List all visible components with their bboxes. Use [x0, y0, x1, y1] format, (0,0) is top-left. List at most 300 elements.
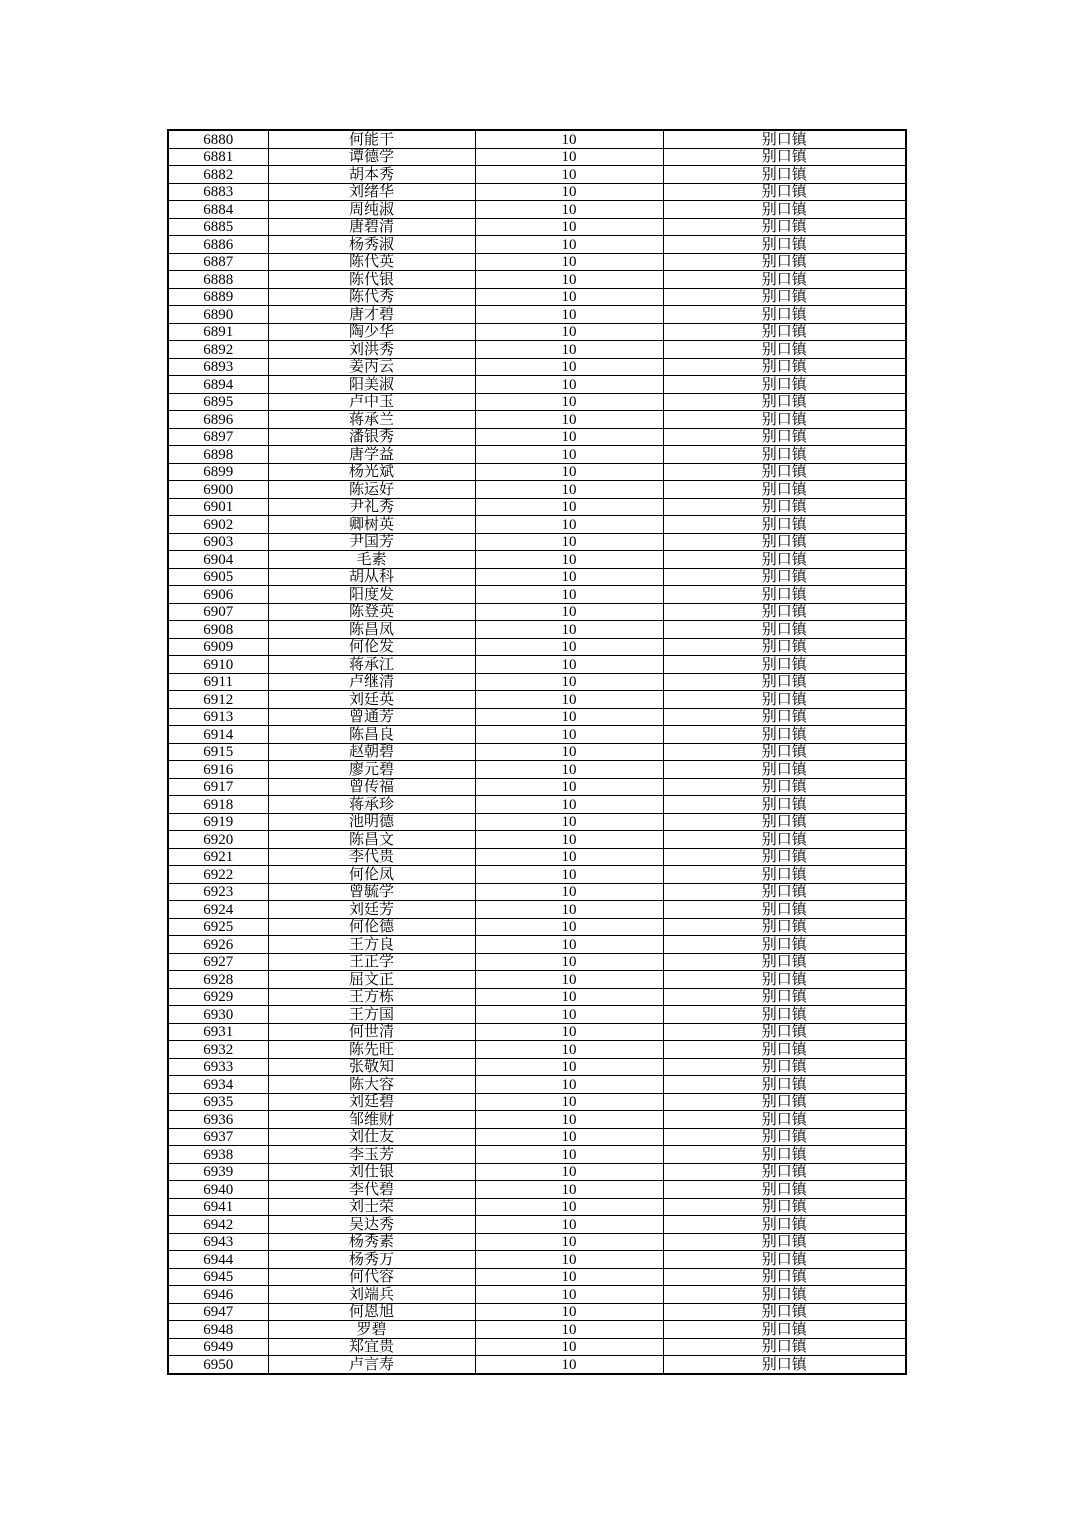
town-cell: 别口镇: [663, 1338, 906, 1356]
row-number-cell: 6947: [168, 1303, 268, 1321]
table-row: [168, 166, 906, 184]
amount-cell: 10: [475, 988, 663, 1006]
table-row: [168, 253, 906, 271]
table-row: [168, 1146, 906, 1164]
town-cell: 别口镇: [663, 323, 906, 341]
town-cell: 别口镇: [663, 393, 906, 411]
amount-cell: 10: [475, 1128, 663, 1146]
amount-cell: 10: [475, 376, 663, 394]
name-cell: 陈先旺: [268, 1041, 475, 1059]
town-cell: 别口镇: [663, 1286, 906, 1304]
row-number-cell: 6880: [168, 130, 268, 148]
amount-cell: 10: [475, 1286, 663, 1304]
name-cell: 谭德学: [268, 148, 475, 166]
town-cell: 别口镇: [663, 306, 906, 324]
row-number-cell: 6940: [168, 1181, 268, 1199]
town-cell: 别口镇: [663, 1163, 906, 1181]
name-cell: 蒋承江: [268, 656, 475, 674]
name-cell: 吴达秀: [268, 1216, 475, 1234]
amount-cell: 10: [475, 568, 663, 586]
row-number-cell: 6910: [168, 656, 268, 674]
row-number-cell: 6922: [168, 866, 268, 884]
name-cell: 卢中玉: [268, 393, 475, 411]
name-cell: 陈代英: [268, 253, 475, 271]
amount-cell: 10: [475, 1058, 663, 1076]
row-number-cell: 6943: [168, 1233, 268, 1251]
town-cell: 别口镇: [663, 446, 906, 464]
name-cell: 刘仕银: [268, 1163, 475, 1181]
row-number-cell: 6888: [168, 271, 268, 289]
name-cell: 刘士荣: [268, 1198, 475, 1216]
town-cell: 别口镇: [663, 533, 906, 551]
row-number-cell: 6915: [168, 743, 268, 761]
table-row: [168, 516, 906, 534]
table-row: [168, 971, 906, 989]
row-number-cell: 6920: [168, 831, 268, 849]
amount-cell: 10: [475, 1356, 663, 1374]
town-cell: 别口镇: [663, 1076, 906, 1094]
town-cell: 别口镇: [663, 1198, 906, 1216]
row-number-cell: 6936: [168, 1111, 268, 1129]
name-cell: 曾传福: [268, 778, 475, 796]
name-cell: 卢言寿: [268, 1356, 475, 1374]
table-row: [168, 901, 906, 919]
row-number-cell: 6899: [168, 463, 268, 481]
table-row: [168, 1338, 906, 1356]
town-cell: 别口镇: [663, 708, 906, 726]
amount-cell: 10: [475, 796, 663, 814]
row-number-cell: 6949: [168, 1338, 268, 1356]
town-cell: 别口镇: [663, 988, 906, 1006]
table-row: [168, 411, 906, 429]
name-cell: 陈代秀: [268, 288, 475, 306]
table-row: [168, 148, 906, 166]
row-number-cell: 6914: [168, 726, 268, 744]
amount-cell: 10: [475, 148, 663, 166]
town-cell: 别口镇: [663, 428, 906, 446]
name-cell: 唐学益: [268, 446, 475, 464]
name-cell: 唐碧清: [268, 218, 475, 236]
town-cell: 别口镇: [663, 166, 906, 184]
town-cell: 别口镇: [663, 148, 906, 166]
row-number-cell: 6935: [168, 1093, 268, 1111]
amount-cell: 10: [475, 393, 663, 411]
row-number-cell: 6923: [168, 883, 268, 901]
row-number-cell: 6931: [168, 1023, 268, 1041]
name-cell: 刘绪华: [268, 183, 475, 201]
row-number-cell: 6907: [168, 603, 268, 621]
town-cell: 别口镇: [663, 341, 906, 359]
table-row: [168, 130, 906, 148]
table-row: [168, 201, 906, 219]
amount-cell: 10: [475, 1163, 663, 1181]
row-number-cell: 6942: [168, 1216, 268, 1234]
name-cell: 刘端兵: [268, 1286, 475, 1304]
town-cell: 别口镇: [663, 463, 906, 481]
row-number-cell: 6916: [168, 761, 268, 779]
amount-cell: 10: [475, 1216, 663, 1234]
table-row: [168, 673, 906, 691]
table-row: [168, 288, 906, 306]
table-row: [168, 481, 906, 499]
table-row: [168, 778, 906, 796]
town-cell: 别口镇: [663, 603, 906, 621]
amount-cell: 10: [475, 638, 663, 656]
table-row: [168, 936, 906, 954]
table-row: [168, 358, 906, 376]
table-row: [168, 1268, 906, 1286]
name-cell: 何代容: [268, 1268, 475, 1286]
name-cell: 陈昌文: [268, 831, 475, 849]
row-number-cell: 6882: [168, 166, 268, 184]
row-number-cell: 6925: [168, 918, 268, 936]
name-cell: 陈昌凤: [268, 621, 475, 639]
amount-cell: 10: [475, 708, 663, 726]
town-cell: 别口镇: [663, 1058, 906, 1076]
table-row: [168, 498, 906, 516]
town-cell: 别口镇: [663, 271, 906, 289]
table-row: [168, 1181, 906, 1199]
amount-cell: 10: [475, 621, 663, 639]
table-row: [168, 1303, 906, 1321]
town-cell: 别口镇: [663, 901, 906, 919]
name-cell: 罗碧: [268, 1321, 475, 1339]
town-cell: 别口镇: [663, 1023, 906, 1041]
town-cell: 别口镇: [663, 516, 906, 534]
amount-cell: 10: [475, 358, 663, 376]
table-row: [168, 656, 906, 674]
row-number-cell: 6950: [168, 1356, 268, 1374]
row-number-cell: 6912: [168, 691, 268, 709]
row-number-cell: 6897: [168, 428, 268, 446]
name-cell: 何世清: [268, 1023, 475, 1041]
town-cell: 别口镇: [663, 778, 906, 796]
table-row: [168, 271, 906, 289]
name-cell: 杨秀万: [268, 1251, 475, 1269]
row-number-cell: 6945: [168, 1268, 268, 1286]
amount-cell: 10: [475, 428, 663, 446]
amount-cell: 10: [475, 1233, 663, 1251]
row-number-cell: 6881: [168, 148, 268, 166]
name-cell: 周纯淑: [268, 201, 475, 219]
amount-cell: 10: [475, 1111, 663, 1129]
name-cell: 胡从科: [268, 568, 475, 586]
row-number-cell: 6885: [168, 218, 268, 236]
amount-cell: 10: [475, 253, 663, 271]
row-number-cell: 6921: [168, 848, 268, 866]
amount-cell: 10: [475, 183, 663, 201]
amount-cell: 10: [475, 813, 663, 831]
amount-cell: 10: [475, 481, 663, 499]
amount-cell: 10: [475, 1251, 663, 1269]
amount-cell: 10: [475, 551, 663, 569]
amount-cell: 10: [475, 271, 663, 289]
row-number-cell: 6937: [168, 1128, 268, 1146]
town-cell: 别口镇: [663, 1268, 906, 1286]
town-cell: 别口镇: [663, 1128, 906, 1146]
amount-cell: 10: [475, 936, 663, 954]
amount-cell: 10: [475, 533, 663, 551]
row-number-cell: 6927: [168, 953, 268, 971]
name-cell: 阳美淑: [268, 376, 475, 394]
row-number-cell: 6904: [168, 551, 268, 569]
town-cell: 别口镇: [663, 568, 906, 586]
name-cell: 陈大容: [268, 1076, 475, 1094]
name-cell: 姜丙云: [268, 358, 475, 376]
row-number-cell: 6939: [168, 1163, 268, 1181]
table-row: [168, 743, 906, 761]
amount-cell: 10: [475, 743, 663, 761]
table-row: [168, 428, 906, 446]
name-cell: 卢继清: [268, 673, 475, 691]
name-cell: 屈文正: [268, 971, 475, 989]
row-number-cell: 6928: [168, 971, 268, 989]
table-row: [168, 1041, 906, 1059]
row-number-cell: 6895: [168, 393, 268, 411]
table-row: [168, 1163, 906, 1181]
name-cell: 尹礼秀: [268, 498, 475, 516]
name-cell: 邹维财: [268, 1111, 475, 1129]
town-cell: 别口镇: [663, 796, 906, 814]
name-cell: 李玉芳: [268, 1146, 475, 1164]
table-row: [168, 1356, 906, 1374]
town-cell: 别口镇: [663, 726, 906, 744]
name-cell: 郑宜贵: [268, 1338, 475, 1356]
amount-cell: 10: [475, 866, 663, 884]
row-number-cell: 6918: [168, 796, 268, 814]
amount-cell: 10: [475, 1093, 663, 1111]
town-cell: 别口镇: [663, 953, 906, 971]
row-number-cell: 6938: [168, 1146, 268, 1164]
amount-cell: 10: [475, 726, 663, 744]
table-row: [168, 848, 906, 866]
name-cell: 刘廷英: [268, 691, 475, 709]
table-row: [168, 341, 906, 359]
name-cell: 阳度发: [268, 586, 475, 604]
row-number-cell: 6913: [168, 708, 268, 726]
row-number-cell: 6896: [168, 411, 268, 429]
name-cell: 陈代银: [268, 271, 475, 289]
table-row: [168, 621, 906, 639]
name-cell: 杨光斌: [268, 463, 475, 481]
amount-cell: 10: [475, 1338, 663, 1356]
town-cell: 别口镇: [663, 183, 906, 201]
name-cell: 尹国芳: [268, 533, 475, 551]
town-cell: 别口镇: [663, 1321, 906, 1339]
row-number-cell: 6929: [168, 988, 268, 1006]
amount-cell: 10: [475, 1198, 663, 1216]
name-cell: 王方国: [268, 1006, 475, 1024]
amount-cell: 10: [475, 1321, 663, 1339]
row-number-cell: 6941: [168, 1198, 268, 1216]
table-row: [168, 551, 906, 569]
name-cell: 杨秀淑: [268, 236, 475, 254]
amount-cell: 10: [475, 901, 663, 919]
town-cell: 别口镇: [663, 551, 906, 569]
town-cell: 别口镇: [663, 376, 906, 394]
name-cell: 刘廷碧: [268, 1093, 475, 1111]
amount-cell: 10: [475, 236, 663, 254]
amount-cell: 10: [475, 130, 663, 148]
amount-cell: 10: [475, 883, 663, 901]
name-cell: 陶少华: [268, 323, 475, 341]
row-number-cell: 6934: [168, 1076, 268, 1094]
row-number-cell: 6900: [168, 481, 268, 499]
table-row: [168, 306, 906, 324]
table-row: [168, 1076, 906, 1094]
table-row: [168, 603, 906, 621]
table-row: [168, 1006, 906, 1024]
table-row: [168, 236, 906, 254]
row-number-cell: 6892: [168, 341, 268, 359]
table-row: [168, 463, 906, 481]
amount-cell: 10: [475, 306, 663, 324]
row-number-cell: 6908: [168, 621, 268, 639]
amount-cell: 10: [475, 971, 663, 989]
table-row: [168, 1023, 906, 1041]
name-cell: 何伦凤: [268, 866, 475, 884]
amount-cell: 10: [475, 201, 663, 219]
row-number-cell: 6911: [168, 673, 268, 691]
table-row: [168, 1251, 906, 1269]
row-number-cell: 6898: [168, 446, 268, 464]
amount-cell: 10: [475, 1146, 663, 1164]
town-cell: 别口镇: [663, 236, 906, 254]
row-number-cell: 6948: [168, 1321, 268, 1339]
table-row: [168, 1216, 906, 1234]
row-number-cell: 6917: [168, 778, 268, 796]
amount-cell: 10: [475, 1268, 663, 1286]
name-cell: 刘廷芳: [268, 901, 475, 919]
row-number-cell: 6901: [168, 498, 268, 516]
town-cell: 别口镇: [663, 691, 906, 709]
town-cell: 别口镇: [663, 481, 906, 499]
name-cell: 何能干: [268, 130, 475, 148]
name-cell: 刘仕友: [268, 1128, 475, 1146]
table-row: [168, 813, 906, 831]
table-row: [168, 831, 906, 849]
town-cell: 别口镇: [663, 586, 906, 604]
amount-cell: 10: [475, 603, 663, 621]
town-cell: 别口镇: [663, 656, 906, 674]
table-row: [168, 1111, 906, 1129]
town-cell: 别口镇: [663, 918, 906, 936]
table-row: [168, 761, 906, 779]
table-row: [168, 568, 906, 586]
table-row: [168, 883, 906, 901]
amount-cell: 10: [475, 778, 663, 796]
name-cell: 廖元碧: [268, 761, 475, 779]
table-row: [168, 953, 906, 971]
row-number-cell: 6903: [168, 533, 268, 551]
town-cell: 别口镇: [663, 883, 906, 901]
town-cell: 别口镇: [663, 1233, 906, 1251]
table-row: [168, 1093, 906, 1111]
row-number-cell: 6906: [168, 586, 268, 604]
town-cell: 别口镇: [663, 831, 906, 849]
name-cell: 陈登英: [268, 603, 475, 621]
town-cell: 别口镇: [663, 866, 906, 884]
name-cell: 刘洪秀: [268, 341, 475, 359]
table-row: [168, 1286, 906, 1304]
town-cell: 别口镇: [663, 848, 906, 866]
amount-cell: 10: [475, 288, 663, 306]
table-row: [168, 918, 906, 936]
amount-cell: 10: [475, 586, 663, 604]
amount-cell: 10: [475, 1006, 663, 1024]
name-cell: 何伦发: [268, 638, 475, 656]
amount-cell: 10: [475, 1023, 663, 1041]
town-cell: 别口镇: [663, 1216, 906, 1234]
row-number-cell: 6924: [168, 901, 268, 919]
table-row: [168, 1058, 906, 1076]
name-cell: 张敬知: [268, 1058, 475, 1076]
amount-cell: 10: [475, 656, 663, 674]
town-cell: 别口镇: [663, 1041, 906, 1059]
row-number-cell: 6893: [168, 358, 268, 376]
amount-cell: 10: [475, 953, 663, 971]
amount-cell: 10: [475, 323, 663, 341]
town-cell: 别口镇: [663, 1093, 906, 1111]
row-number-cell: 6884: [168, 201, 268, 219]
town-cell: 别口镇: [663, 936, 906, 954]
table-row: [168, 1128, 906, 1146]
amount-cell: 10: [475, 673, 663, 691]
town-cell: 别口镇: [663, 673, 906, 691]
amount-cell: 10: [475, 463, 663, 481]
row-number-cell: 6905: [168, 568, 268, 586]
table-row: [168, 691, 906, 709]
amount-cell: 10: [475, 498, 663, 516]
table-row: [168, 866, 906, 884]
row-number-cell: 6902: [168, 516, 268, 534]
town-cell: 别口镇: [663, 1146, 906, 1164]
name-cell: 赵朝碧: [268, 743, 475, 761]
table-row: [168, 376, 906, 394]
row-number-cell: 6909: [168, 638, 268, 656]
name-cell: 毛素: [268, 551, 475, 569]
name-cell: 王方栋: [268, 988, 475, 1006]
name-cell: 卿树英: [268, 516, 475, 534]
town-cell: 别口镇: [663, 411, 906, 429]
amount-cell: 10: [475, 1181, 663, 1199]
town-cell: 别口镇: [663, 1303, 906, 1321]
name-cell: 陈昌良: [268, 726, 475, 744]
table-row: [168, 393, 906, 411]
name-cell: 池明德: [268, 813, 475, 831]
town-cell: 别口镇: [663, 218, 906, 236]
name-cell: 潘银秀: [268, 428, 475, 446]
row-number-cell: 6930: [168, 1006, 268, 1024]
table-row: [168, 1198, 906, 1216]
amount-cell: 10: [475, 918, 663, 936]
town-cell: 别口镇: [663, 761, 906, 779]
table-row: [168, 988, 906, 1006]
name-cell: 曾通芳: [268, 708, 475, 726]
amount-cell: 10: [475, 1303, 663, 1321]
table-row: [168, 586, 906, 604]
row-number-cell: 6886: [168, 236, 268, 254]
table-row: [168, 446, 906, 464]
town-cell: 别口镇: [663, 130, 906, 148]
amount-cell: 10: [475, 1076, 663, 1094]
table-row: [168, 1233, 906, 1251]
name-cell: 李代碧: [268, 1181, 475, 1199]
town-cell: 别口镇: [663, 358, 906, 376]
town-cell: 别口镇: [663, 1006, 906, 1024]
table-row: [168, 726, 906, 744]
name-cell: 曾毓学: [268, 883, 475, 901]
